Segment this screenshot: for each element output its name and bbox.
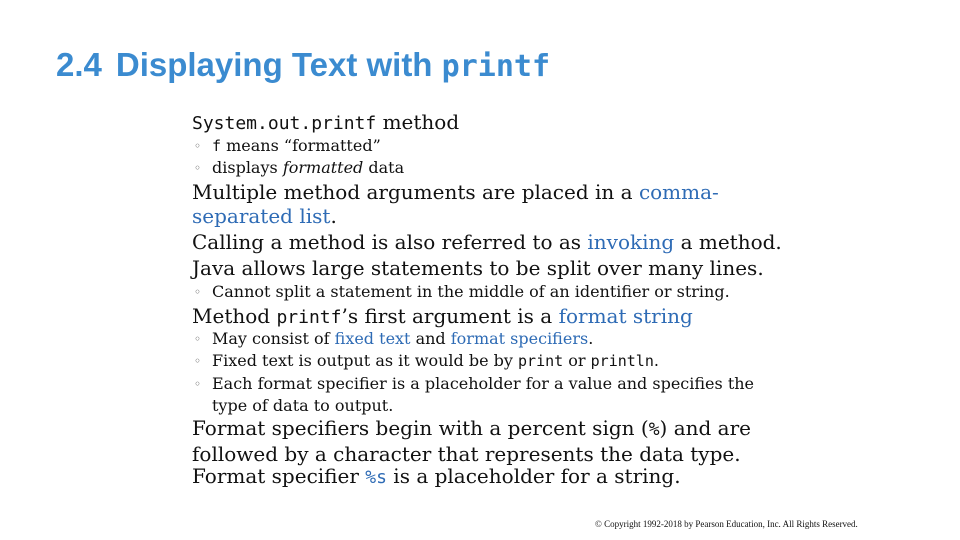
bullet-text: Format specifiers begin with a percent sign (	[192, 416, 649, 440]
sub-bullet-text: .	[588, 329, 594, 348]
sub-bullet-cannot-split	[194, 281, 730, 303]
bullet-text: is a placeholder for a string.	[386, 464, 681, 488]
sub-bullet-marker-icon: ◦	[194, 161, 202, 175]
sub-bullet-code: println	[590, 352, 654, 370]
bullet-format-string	[192, 304, 693, 330]
bullet-text: a method.	[674, 230, 782, 254]
sub-bullet-text: May consist of	[212, 329, 335, 348]
sub-bullet-highlight: format specifiers	[450, 329, 589, 348]
sub-bullet-fixed-text	[194, 328, 594, 350]
bullet-text: Java allows large statements to be split over many lines.	[192, 256, 764, 280]
sub-bullet-code: f	[212, 137, 222, 155]
bullet-highlight: comma-separated list	[192, 180, 719, 228]
bullet-comma-separated	[192, 180, 812, 228]
bullet-code: %	[648, 419, 660, 440]
sub-bullet-text: Fixed text is output as it would be by	[212, 351, 519, 370]
bullet-code: %s	[365, 467, 387, 488]
sub-bullet-code: print	[518, 352, 564, 370]
sub-bullet-emphasis: formatted	[282, 158, 364, 177]
title-section-number: 2.4	[56, 46, 102, 83]
bullet-percent-s	[192, 464, 681, 490]
bullet-code: printf	[276, 307, 342, 328]
sub-bullet-f-means	[194, 135, 381, 157]
bullet-text: ’s first argument is a	[341, 304, 559, 328]
sub-bullet-text: or	[563, 351, 591, 370]
sub-bullet-print-println	[194, 350, 659, 372]
sub-bullet-text: Each format specifier is a placeholder for a value and specifies the type of data to output.	[212, 374, 755, 415]
bullet-percent-sign	[192, 416, 752, 466]
title-code: printf	[441, 49, 551, 84]
bullet-text: ) and are followed by a character that represents the data type.	[192, 416, 751, 466]
bullet-highlight: invoking	[587, 230, 675, 254]
sub-bullet-marker-icon: ◦	[194, 332, 202, 346]
bullet-code: System.out.printf	[192, 113, 377, 134]
bullet-highlight: format string	[558, 304, 693, 328]
bullet-text: Multiple method arguments are placed in a	[192, 180, 639, 204]
sub-bullet-marker-icon: ◦	[194, 285, 202, 299]
copyright-footer: © Copyright 1992-2018 by Pearson Education, Inc. All Rights Reserved.	[595, 519, 858, 529]
sub-bullet-marker-icon: ◦	[194, 139, 202, 153]
sub-bullet-placeholder	[194, 373, 782, 417]
sub-bullet-text: displays	[212, 158, 283, 177]
sub-bullet-marker-icon: ◦	[194, 377, 202, 391]
bullet-split-lines	[192, 256, 764, 280]
bullet-text: Method	[192, 304, 277, 328]
bullet-text: method	[376, 110, 460, 134]
sub-bullet-highlight: fixed text	[334, 329, 411, 348]
bullet-text: .	[330, 204, 337, 228]
sub-bullet-text: data	[363, 158, 405, 177]
sub-bullet-displays	[194, 157, 405, 179]
bullet-invoking	[192, 230, 782, 254]
bullet-text: Calling a method is also referred to as	[192, 230, 588, 254]
sub-bullet-text: and	[410, 329, 451, 348]
sub-bullet-text: Cannot split a statement in the middle of an identifier or string.	[212, 282, 730, 301]
sub-bullet-text: means “formatted”	[221, 136, 381, 155]
bullet-text: Format specifier	[192, 464, 366, 488]
title-text: Displaying Text with	[115, 46, 433, 83]
sub-bullet-text: .	[653, 351, 659, 370]
sub-bullet-marker-icon: ◦	[194, 354, 202, 368]
bullet-printf-method	[192, 110, 459, 136]
